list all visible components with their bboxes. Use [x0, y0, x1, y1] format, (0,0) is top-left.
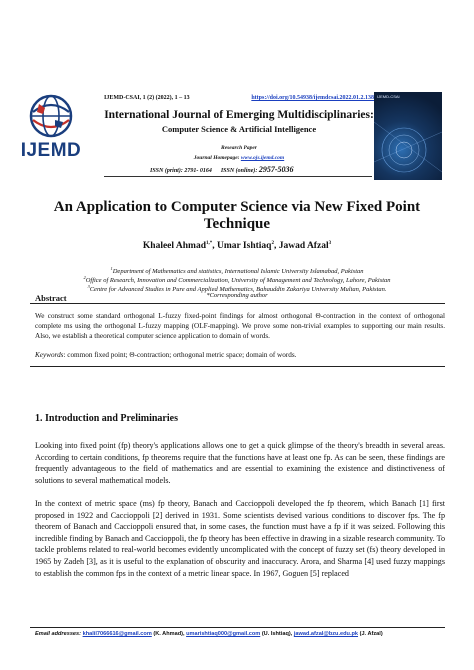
keywords-text: : common fixed point; Θ-contraction; orthogonal metric space; domain of words.	[63, 351, 297, 359]
paper-title: An Application to Computer Science via New Fixed Point Technique	[53, 199, 421, 232]
journal-logo	[15, 92, 87, 162]
homepage-link[interactable]: www.ojs.ijemd.com	[240, 155, 285, 161]
author-name: Khaleel Ahmad	[142, 241, 206, 252]
journal-subtitle: Computer Science & Artificial Intelligence	[161, 124, 317, 134]
globe-icon	[15, 92, 87, 142]
issn	[150, 165, 350, 174]
header-meta	[104, 95, 374, 101]
cover-title: IJEMD-CSAI	[377, 94, 400, 99]
doi-link[interactable]: https://doi.org/10.54938/ijemdcsai.2022.01.2.138	[251, 95, 374, 101]
affiliation-text: Centre for Advanced Studies in Pure and Applied Mathematics, Bahauddin Zakariya University Multan, Pakistan.	[89, 286, 387, 294]
issn-online-value: 2957-5036	[258, 165, 294, 174]
header-divider	[104, 176, 372, 177]
citation: IJEMD-CSAI, 1 (2) (2022), 1 – 13	[104, 95, 190, 101]
corresponding-author: *Corresponding author	[206, 292, 268, 299]
keywords-label: Keywords	[35, 351, 64, 359]
affiliation-sup: 1	[110, 266, 113, 271]
footer-divider	[30, 627, 445, 628]
author-sup: 2	[271, 241, 274, 246]
logo-text: IJEMD	[20, 140, 82, 161]
email-link[interactable]: umarishtiaq000@gmail.com	[186, 631, 261, 637]
email-owner: (K. Ahmad),	[151, 631, 187, 637]
issn-print: ISSN (print): 2791- 0164	[150, 168, 212, 174]
abstract-rule	[30, 303, 445, 304]
email-footer	[35, 631, 450, 637]
email-owner: (J. Afzal)	[358, 631, 383, 637]
author-name: Umar Ishtiaq	[216, 241, 272, 252]
section-heading: 1. Introduction and Preliminaries	[35, 413, 178, 424]
author-sup: 3	[328, 241, 332, 246]
email-owner: (U. Ishtiaq),	[260, 631, 294, 637]
cover-art-icon	[374, 92, 442, 180]
author-name: Jawad Afzal	[278, 241, 329, 252]
affiliation-sup: 3	[87, 284, 90, 289]
abstract-text: We construct some standard orthogonal L-fuzzy fixed-point findings for almost orthogonal Θ-contraction in the context of orthogonal complete ms using the orthogonal L-fuzzy mapping (OLF-mapping). We prove some non-trivial examples to supporting our main results. Also, we establish a theoretical computer science application to domain of words.	[35, 312, 445, 340]
affiliation-sup: 2	[83, 275, 86, 280]
body-paragraph: In the context of metric space (ms) fp theory, Banach and Caccioppoli developed the fp theorem, which Banach [1] first proposed in 1922 and Caccioppoli [2] derived in 1931. Some scientists devised various conditions to discover fps. The fp theorem of Banach and Caccioppoli ensured that, in some cases, the function must have a fp if it was seized. Following this incredible finding by Banach and Caccioppoli, the fp theory has been effective in drawing in a sizable research community. To tackle problems related to real-world becomes evidently uncomplicated with the concept of fuzzy set (fs) theory developed in 1965 by Zadeh [3], as it is useful to the explanation of obscurity and inaccuracy. Arora, and Sharma [4] used fuzzy mappings to establish the common fps in the context of a metric linear space. In 1967, Goguen [5] replaced	[35, 499, 445, 578]
journal-homepage	[104, 155, 374, 161]
author-list: Khaleel Ahmad$^{1,*}$, Umar Ishtiaq$^2$, Jawad Afzal$^3$	[142, 241, 332, 252]
email-link[interactable]: jawad.afzal@bzu.edu.pk	[293, 631, 359, 637]
keywords	[35, 351, 445, 359]
body-paragraph: Looking into fixed point (fp) theory's applications allows one to get a quick glimpse of the theory's breadth in several areas. According to certain conditions, fp theorems require that the functions have at least one fp. As can be seen, these findings are frequently advantageous to the field of mathematics and are essential to examining the existence and distinctiveness of solutions to several mathematical models.	[35, 441, 445, 485]
author-sup: 1,*	[205, 241, 213, 246]
keywords-rule	[30, 366, 445, 367]
homepage-label: Journal Homepage:	[193, 155, 240, 161]
journal-title: International Journal of Emerging Multidisciplinaries:	[104, 109, 374, 121]
affiliation-text: Office of Research, Innovation and Commercialization, University of Management and Technology, Lahore, Pakistan	[85, 277, 391, 285]
email-label: Email addresses:	[35, 631, 82, 637]
journal-cover-image	[374, 92, 442, 180]
paper-type: Research Paper	[221, 145, 257, 151]
affiliation-text: Department of Mathematics and statistics, International Islamic University Islamabad, Pakistan	[112, 268, 364, 276]
abstract-heading: Abstract	[35, 293, 67, 303]
email-link[interactable]: khalil7066616@gmail.com	[82, 631, 152, 637]
issn-online-label: ISSN (online):	[220, 168, 258, 174]
